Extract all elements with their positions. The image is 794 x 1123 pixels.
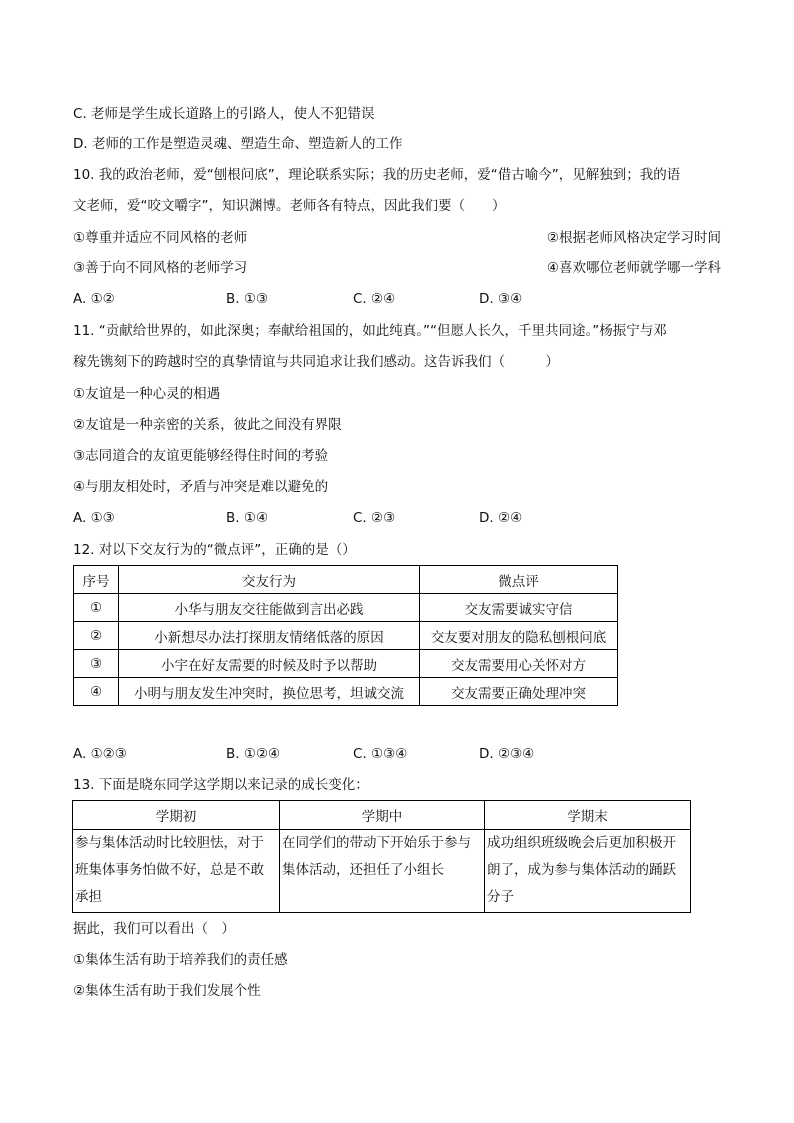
table-header-cell: 学期中 (280, 801, 485, 830)
q9-option-d: D. 老师的工作是塑造灵魂、塑造生命、塑造新人的工作 (73, 136, 403, 152)
q13-item-2: ②集体生活有助于我们发展个性 (73, 983, 261, 999)
table-header-row (73, 801, 691, 830)
table-header-cell: 微点评 (420, 566, 618, 594)
q10-stem-line1: 10. 我的政治老师，爱“刨根问底”，理论联系实际；我的历史老师，爱“借古喻今”，见解独到；我的语 (73, 167, 681, 183)
cell-text: 参与集体活动时比较胆怯，对于班集体事务怕做不好，总是不敢承担 (75, 835, 264, 905)
table-header-cell: 学期初 (73, 801, 280, 830)
q10-option-a: A. ①② (73, 291, 115, 307)
table-header-cell: 交友行为 (119, 566, 420, 594)
q11-item-3: ③志同道合的友谊更能够经得住时间的考验 (73, 448, 329, 464)
cell-text: 在同学们的带动下开始乐于参与集体活动，还担任了小组长 (282, 835, 471, 878)
table-cell (280, 830, 485, 913)
table-cell: 小华与朋友交往能做到言出必践 (119, 594, 420, 622)
q12-table (73, 565, 618, 706)
table-cell: 小新想尽办法打探朋友情绪低落的原因 (119, 622, 420, 650)
table-cell: ④ (74, 678, 119, 706)
q10-item-3: ③善于向不同风格的老师学习 (73, 260, 248, 276)
q11-stem-line1: 11. “贡献给世界的，如此深奥；奉献给祖国的，如此纯真。”“但愿人长久，千里共同途。”杨振宁与邓 (73, 323, 667, 339)
table-row (73, 830, 691, 913)
table-row (74, 594, 618, 622)
q12-stem: 12. 对以下交友行为的“微点评”，正确的是（） (73, 542, 356, 558)
table-cell: 小宇在好友需要的时候及时予以帮助 (119, 650, 420, 678)
q12-option-a: A. ①②③ (73, 746, 127, 762)
q13-item-1: ①集体生活有助于培养我们的责任感 (73, 952, 288, 968)
q10-item-1: ①尊重并适应不同风格的老师 (73, 230, 248, 246)
table-cell: 交友需要诚实守信 (420, 594, 618, 622)
table-row (74, 678, 618, 706)
q11-option-a: A. ①③ (73, 510, 115, 526)
q11-stem-line2: 稼先镌刻下的跨越时空的真挚情谊与共同追求让我们感动。这告诉我们（ ） (73, 354, 559, 370)
q10-item-4: ④喜欢哪位老师就学哪一学科 (546, 260, 721, 276)
table-cell: 交友需要用心关怀对方 (420, 650, 618, 678)
table-cell: ③ (74, 650, 119, 678)
table-cell (73, 830, 280, 913)
q12-option-d: D. ②③④ (479, 746, 535, 762)
q9-option-c: C. 老师是学生成长道路上的引路人，使人不犯错误 (73, 106, 375, 122)
table-cell: 交友要对朋友的隐私刨根问底 (420, 622, 618, 650)
q11-item-1: ①友谊是一种心灵的相遇 (73, 386, 221, 402)
q10-option-d: D. ③④ (479, 291, 523, 307)
table-cell: 小明与朋友发生冲突时，换位思考，坦诚交流 (119, 678, 420, 706)
cell-text: 成功组织班级晚会后更加积极开朗了，成为参与集体活动的踊跃分子 (487, 835, 676, 905)
q11-option-d: D. ②④ (479, 510, 523, 526)
table-row (74, 622, 618, 650)
q10-option-c: C. ②④ (353, 291, 396, 307)
table-cell (485, 830, 691, 913)
q11-option-b: B. ①④ (226, 510, 269, 526)
q13-after: 据此，我们可以看出（ ） (73, 921, 235, 937)
q12-option-b: B. ①②④ (226, 746, 281, 762)
table-row (74, 650, 618, 678)
q10-item-2: ②根据老师风格决定学习时间 (546, 230, 721, 246)
table-header-cell: 序号 (74, 566, 119, 594)
q13-table (72, 800, 691, 913)
table-cell: ② (74, 622, 119, 650)
q10-option-b: B. ①③ (226, 291, 269, 307)
table-header-row (74, 566, 618, 594)
q11-item-4: ④与朋友相处时，矛盾与冲突是难以避免的 (73, 479, 329, 495)
table-cell: ① (74, 594, 119, 622)
q11-option-c: C. ②③ (353, 510, 396, 526)
q12-option-c: C. ①③④ (353, 746, 408, 762)
table-cell: 交友需要正确处理冲突 (420, 678, 618, 706)
q13-stem: 13. 下面是晓东同学这学期以来记录的成长变化： (73, 777, 369, 793)
q10-stem-line2: 文老师，爱“咬文嚼字”，知识渊博。老师各有特点，因此我们要（ ） (73, 198, 506, 214)
q11-item-2: ②友谊是一种亲密的关系，彼此之间没有界限 (73, 417, 342, 433)
table-header-cell: 学期末 (485, 801, 691, 830)
